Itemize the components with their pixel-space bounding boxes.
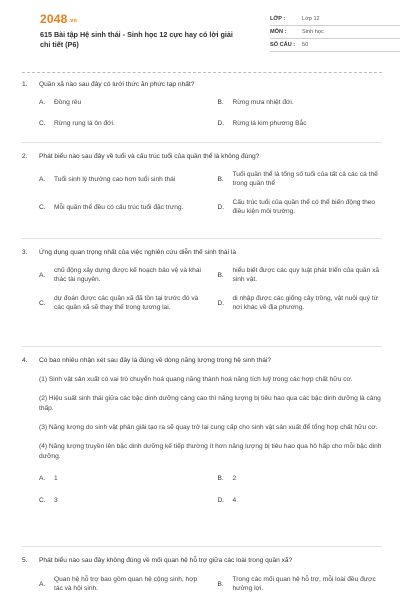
option-text: Rừng lá kim phương Bắc bbox=[232, 120, 307, 127]
question-text: Quần xã nào sau đây có lưới thức ăn phức tạp nhất? bbox=[39, 81, 195, 88]
meta-count bbox=[270, 39, 400, 52]
question-number: 2. bbox=[22, 153, 28, 160]
option-letter: A. bbox=[39, 580, 46, 588]
statement-2: (2) Hiệu suất sinh thái giữa các bậc dinh dưỡng càng cao thì năng lượng bị tiêu hao qua các bậc dinh dưỡng là càng thấp. bbox=[39, 395, 381, 412]
document-title: 615 Bài tập Hệ sinh thái - Sinh học 12 cực hay có lời giải chi tiết (P6) bbox=[40, 30, 233, 49]
question-number: 4. bbox=[22, 357, 28, 364]
option-text: Trong các mối quan hệ hỗ trợ, mỗi loài đều được hưởng lợi. bbox=[232, 576, 376, 592]
option-text: hiểu biết được các quy luật phát triển của quần xã sinh vật. bbox=[232, 267, 380, 283]
option-letter: D. bbox=[217, 299, 225, 307]
option-text: Tuổi quần thể là tổng số tuổi của tất cả các cá thể trong quần thể bbox=[232, 171, 378, 187]
option-letter: C. bbox=[39, 120, 46, 127]
option-text: di nhập được các giống cây trồng, vật nuôi quý từ nơi khác về địa phương. bbox=[232, 295, 378, 311]
question-text: Phát biểu nào sau đây không đúng về mối quan hệ hỗ trợ giữa các loài trong quần xã? bbox=[39, 557, 293, 564]
option-text: Cấu trúc tuổi của quần thể có thể biến động theo điều kiện môi trường. bbox=[232, 199, 376, 215]
option-text: 2 bbox=[232, 475, 237, 482]
logo-text: 2048 bbox=[40, 12, 68, 26]
question-separator bbox=[22, 238, 382, 239]
option-letter: A. bbox=[39, 475, 46, 482]
meta-value: Sinh học bbox=[302, 29, 324, 35]
document-meta bbox=[270, 13, 400, 52]
option-letter: B. bbox=[217, 99, 224, 106]
option-d[interactable] bbox=[218, 496, 383, 505]
meta-key: MÔN : bbox=[270, 29, 287, 35]
option-letter: A. bbox=[39, 271, 46, 279]
option-text: 3 bbox=[54, 497, 58, 504]
option-letter: C. bbox=[39, 203, 46, 211]
question-number: 1. bbox=[22, 81, 28, 88]
option-text: Quan hệ hỗ trợ bao gồm quan hệ cộng sinh, hợp tác và hội sinh. bbox=[54, 576, 198, 592]
question-1 bbox=[22, 80, 382, 128]
logo-suffix: .vn bbox=[68, 18, 78, 24]
option-a[interactable] bbox=[39, 98, 204, 107]
option-letter: B. bbox=[217, 475, 224, 482]
option-text: Rừng rụng lá ôn đới. bbox=[54, 120, 115, 127]
option-c[interactable] bbox=[39, 198, 204, 216]
option-c[interactable] bbox=[39, 119, 204, 128]
question-separator bbox=[22, 546, 382, 547]
question-number: 5. bbox=[22, 557, 28, 564]
meta-value: 50 bbox=[302, 42, 309, 48]
question-number: 3. bbox=[22, 249, 28, 256]
option-text: chủ động xây dựng được kế hoạch bảo vệ và khai thác tài nguyên. bbox=[54, 267, 201, 283]
option-letter: B. bbox=[217, 271, 224, 279]
meta-value: Lớp 12 bbox=[302, 16, 320, 22]
question-text: Phát biểu nào sau đây về tuổi và cấu trúc tuổi của quần thể là không đúng? bbox=[39, 153, 260, 160]
option-text: Tuổi sinh lý thường cao hơn tuổi sinh thái bbox=[54, 175, 176, 183]
option-d[interactable] bbox=[218, 119, 383, 128]
question-separator bbox=[22, 142, 382, 143]
question-5 bbox=[22, 556, 382, 593]
option-letter: A. bbox=[39, 175, 46, 183]
option-a[interactable] bbox=[39, 575, 204, 593]
statement-1: (1) Sinh vật sản xuất có vai trò chuyển hoá quang năng thành hoá năng tích luỹ trong các hợp chất hữu cơ. bbox=[39, 376, 353, 383]
question-4 bbox=[22, 356, 382, 505]
option-a[interactable] bbox=[39, 170, 204, 188]
option-b[interactable] bbox=[218, 170, 383, 188]
question-text: Ứng dụng quan trọng nhất của việc nghiên cứu diễn thế sinh thái là bbox=[39, 249, 237, 256]
option-letter: C. bbox=[39, 299, 46, 307]
option-letter: D. bbox=[217, 203, 225, 211]
option-text: Mỗi quần thể đều có cấu trúc tuổi đặc trưng. bbox=[54, 203, 184, 211]
option-b[interactable] bbox=[218, 474, 383, 483]
question-2 bbox=[22, 152, 382, 216]
option-c[interactable] bbox=[39, 294, 204, 312]
question-text: Có bao nhiêu nhận xét sau đây là đúng về dòng năng lượng trong hệ sinh thái? bbox=[39, 357, 271, 364]
option-letter: D. bbox=[217, 120, 225, 127]
option-a[interactable] bbox=[39, 266, 204, 284]
option-c[interactable] bbox=[39, 496, 204, 505]
option-d[interactable] bbox=[218, 198, 383, 216]
option-letter: B. bbox=[217, 580, 224, 588]
header-divider bbox=[22, 72, 382, 73]
meta-grade bbox=[270, 13, 400, 26]
question-separator bbox=[22, 346, 382, 347]
option-a[interactable] bbox=[39, 474, 204, 483]
option-letter: C. bbox=[39, 497, 46, 504]
option-text: dự đoán được các quần xã đã tồn tại trước đó và các quần xã sẽ thay thế trong tương lai. bbox=[54, 295, 199, 311]
option-b[interactable] bbox=[218, 575, 383, 593]
option-letter: D. bbox=[217, 497, 225, 504]
option-letter: A. bbox=[39, 99, 46, 106]
option-b[interactable] bbox=[218, 266, 383, 284]
option-b[interactable] bbox=[218, 98, 383, 107]
statement-4: (4) Năng lượng truyền lên bậc dinh dưỡng kế tiếp thường ít hơn năng lượng bị tiêu hao qua hô hấp cho mỗi bậc dinh dưỡng. bbox=[39, 443, 382, 460]
question-3 bbox=[22, 248, 382, 312]
statement-3: (3) Năng lượng do sinh vật phân giải tạo ra sẽ quay trở lại cung cấp cho sinh vật sản xuất để tổng hợp chất hữu cơ. bbox=[39, 424, 378, 431]
document-header bbox=[18, 0, 382, 66]
meta-key: SỐ CÂU : bbox=[270, 42, 296, 48]
option-d[interactable] bbox=[218, 294, 383, 312]
option-text: 1 bbox=[54, 475, 58, 482]
option-text: Rừng mưa nhiệt đới. bbox=[232, 99, 294, 106]
meta-key: LỚP : bbox=[270, 16, 286, 22]
site-logo[interactable] bbox=[40, 12, 77, 26]
option-letter: B. bbox=[217, 175, 224, 183]
option-text: 4 bbox=[232, 497, 237, 504]
meta-subject bbox=[270, 26, 400, 39]
option-text: Đồng rêu bbox=[54, 99, 82, 106]
